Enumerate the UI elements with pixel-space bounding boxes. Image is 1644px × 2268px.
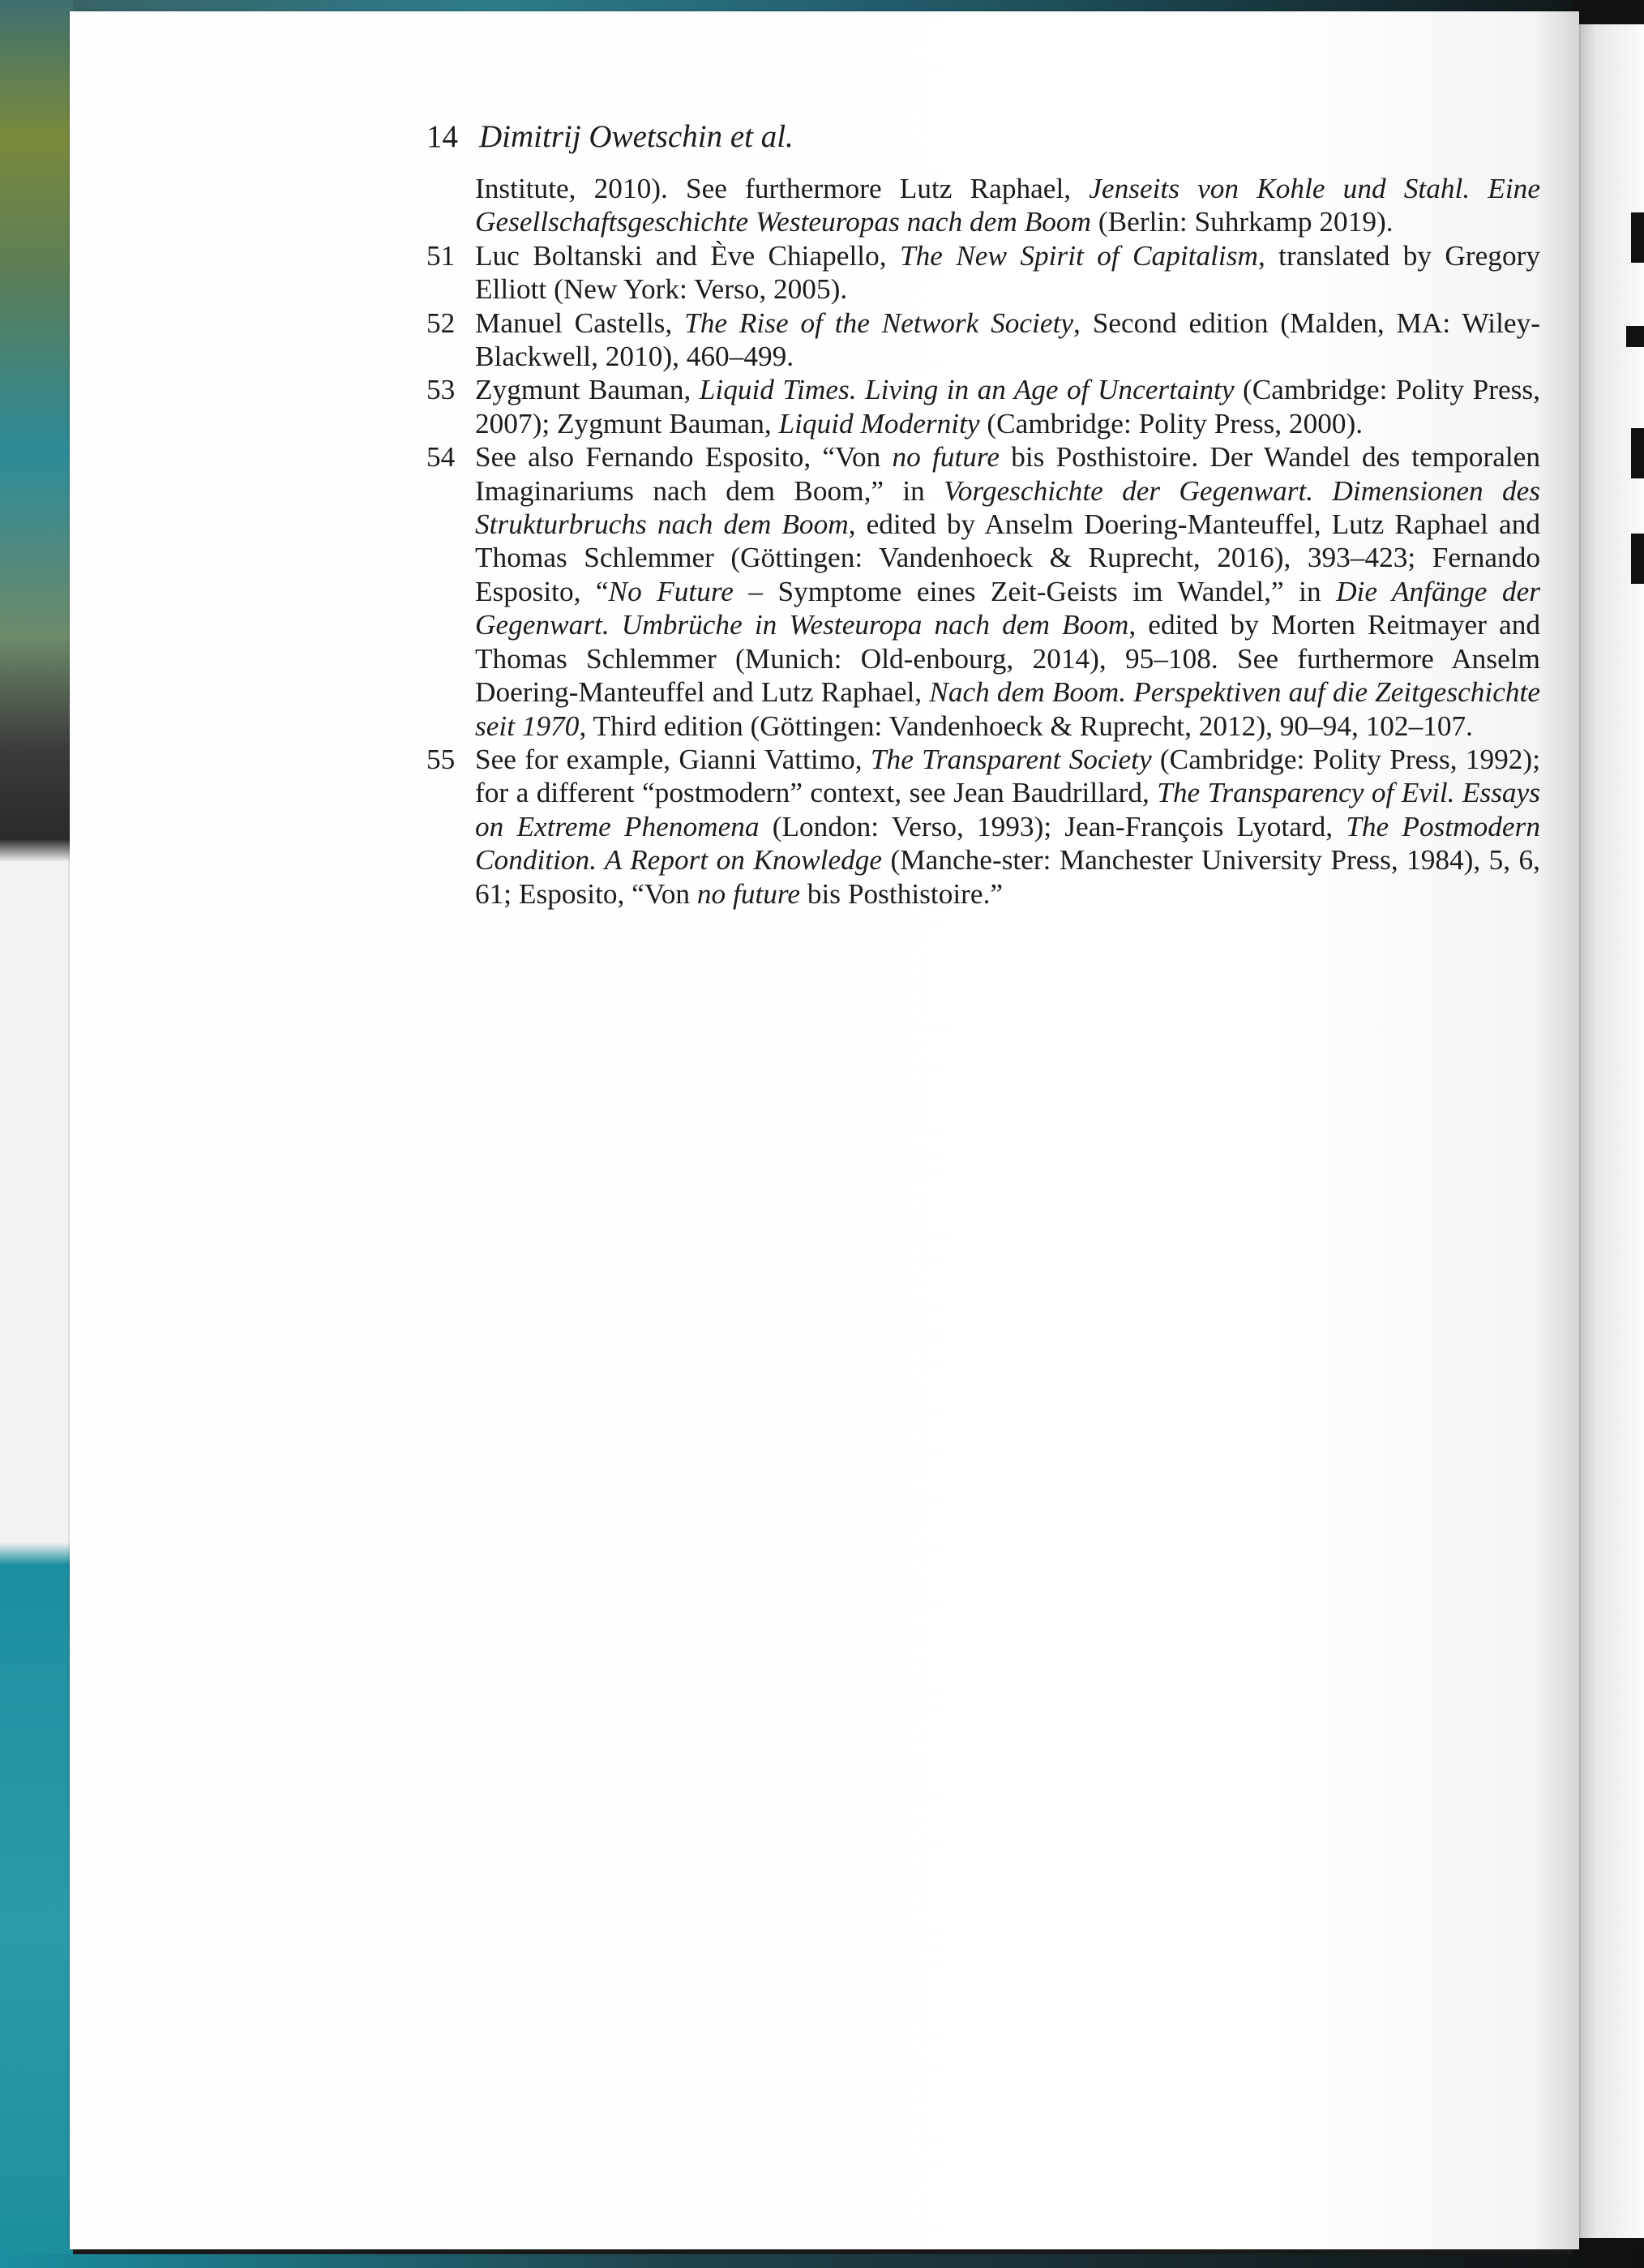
endnotes-list	[426, 172, 1540, 911]
endnote-title-italic: Nach dem Boom. Perspektiven auf die Zeitgeschichte seit 1970	[475, 676, 1540, 742]
endnote-text	[475, 239, 1540, 307]
endnote-text	[475, 743, 1540, 911]
endnote-text-segment: , Second edition (Malden, MA: Wiley-Blackwell, 2010), 460–499.	[475, 307, 1540, 373]
endnote-text-segment: – Symptome eines Zeit-Geists im Wandel,” in	[733, 575, 1337, 607]
endnote-title-italic: Liquid Modernity	[778, 407, 980, 439]
endnote-text-segment: (London: Verso, 1993); Jean-François Lyotard,	[759, 810, 1346, 842]
endnote-title-italic: The Transparency of Evil. Essays on Extreme Phenomena	[475, 777, 1540, 842]
endnote-number: 54	[426, 441, 456, 474]
endnote-number: 53	[426, 374, 456, 406]
endnote-text-segment: Institute, 2010). See furthermore Lutz Raphael,	[475, 173, 1090, 204]
endnote-text-segment: (Berlin: Suhrkamp 2019).	[1091, 206, 1394, 238]
facing-page-glyph	[1626, 326, 1644, 347]
endnote-text-segment: bis Posthistoire. Der Wandel des temporalen Imaginariums nach dem Boom,” in	[475, 441, 1540, 507]
endnote-text	[475, 440, 1540, 743]
endnote-text-segment: (Manche-ster: Manchester University Press, 1984), 5, 6, 61; Esposito, “Von	[475, 844, 1540, 910]
endnote-title-italic: Vorgeschichte der Gegenwart. Dimensionen des Strukturbruchs nach dem Boom	[475, 474, 1540, 541]
endnote	[426, 239, 1540, 307]
endnote-text-segment: bis Posthistoire.”	[800, 877, 1004, 910]
endnote-text-segment: (Cambridge: Polity Press, 1992); for a different “postmodern” context, see Jean Baudrillard,	[475, 743, 1540, 809]
endnote-title-italic: no future	[696, 877, 801, 910]
endnote-title-italic: Die Anfänge der Gegenwart. Umbrüche in Westeuropa nach dem Boom	[475, 575, 1540, 641]
endnote	[426, 373, 1540, 440]
endnote-title-italic: no future	[892, 441, 1000, 474]
endnote-text-segment: (Cambridge: Polity Press, 2007); Zygmunt Bauman,	[475, 374, 1540, 439]
facing-page-glyph	[1631, 212, 1644, 263]
endnote-text-segment: Luc Boltanski and Ève Chiapello,	[475, 239, 900, 272]
endnote-text-segment: See for example, Gianni Vattimo,	[475, 743, 871, 775]
facing-page-edge	[1576, 24, 1644, 2238]
endnote-text	[475, 307, 1540, 374]
endnote-text	[475, 172, 1540, 239]
endnote-number: 52	[426, 307, 456, 339]
endnote-title-italic: The Postmodern Condition. A Report on Knowledge	[475, 810, 1540, 877]
scan-background-top	[0, 0, 1644, 11]
endnote-number: 55	[426, 743, 456, 775]
endnote-text-segment: (Cambridge: Polity Press, 2000).	[979, 407, 1364, 439]
endnote-text-segment: , edited by Anselm Doering-Manteuffel, Lutz Raphael and Thomas Schlemmer (Göttingen: Vandenhoeck & Ruprecht, 2016), 393–423; Fernando Esposito, “	[475, 508, 1540, 607]
endnote	[426, 743, 1540, 911]
running-head-author: Dimitrij Owetschin et al.	[479, 119, 794, 154]
endnote-text-segment: Manuel Castells,	[475, 307, 685, 339]
endnote-title-italic: The Transparent Society	[870, 743, 1152, 775]
scan-background-bottom	[0, 2254, 1644, 2268]
endnote-title-italic: Liquid Times. Living in an Age of Uncertainty	[699, 374, 1235, 406]
page-number: 14	[426, 119, 458, 154]
endnote-text-segment: See also Fernando Esposito, “Von	[475, 441, 893, 474]
endnote-title-italic: The New Spirit of Capitalism	[899, 239, 1258, 272]
endnote-text-segment: Zygmunt Bauman,	[475, 374, 700, 406]
endnote	[426, 172, 1540, 239]
endnote-title-italic: No Future	[608, 575, 734, 607]
facing-page-glyph	[1631, 534, 1644, 584]
endnote	[426, 307, 1540, 374]
endnote-title-italic: The Rise of the Network Society	[684, 307, 1074, 339]
endnote-title-italic: Jenseits von Kohle und Stahl. Eine Gesellschaftsgeschichte Westeuropas nach dem Boom	[475, 173, 1540, 238]
endnote-text-segment: , Third edition (Göttingen: Vandenhoeck & Ruprecht, 2012), 90–94, 102–107.	[579, 710, 1473, 742]
endnote-text-segment: , edited by Morten Reitmayer and Thomas Schlemmer (Munich: Old-enbourg, 2014), 95–108. See furthermore Anselm Doering-Manteuffel and Lutz Raphael,	[475, 609, 1540, 709]
scan-background-left	[0, 0, 73, 2268]
endnote-number: 51	[426, 239, 456, 272]
endnote-text	[475, 373, 1540, 440]
running-head	[426, 118, 794, 155]
endnote-text-segment: , translated by Gregory Elliott (New York: Verso, 2005).	[475, 239, 1540, 306]
endnote	[426, 440, 1540, 743]
facing-page-glyph	[1631, 428, 1644, 478]
